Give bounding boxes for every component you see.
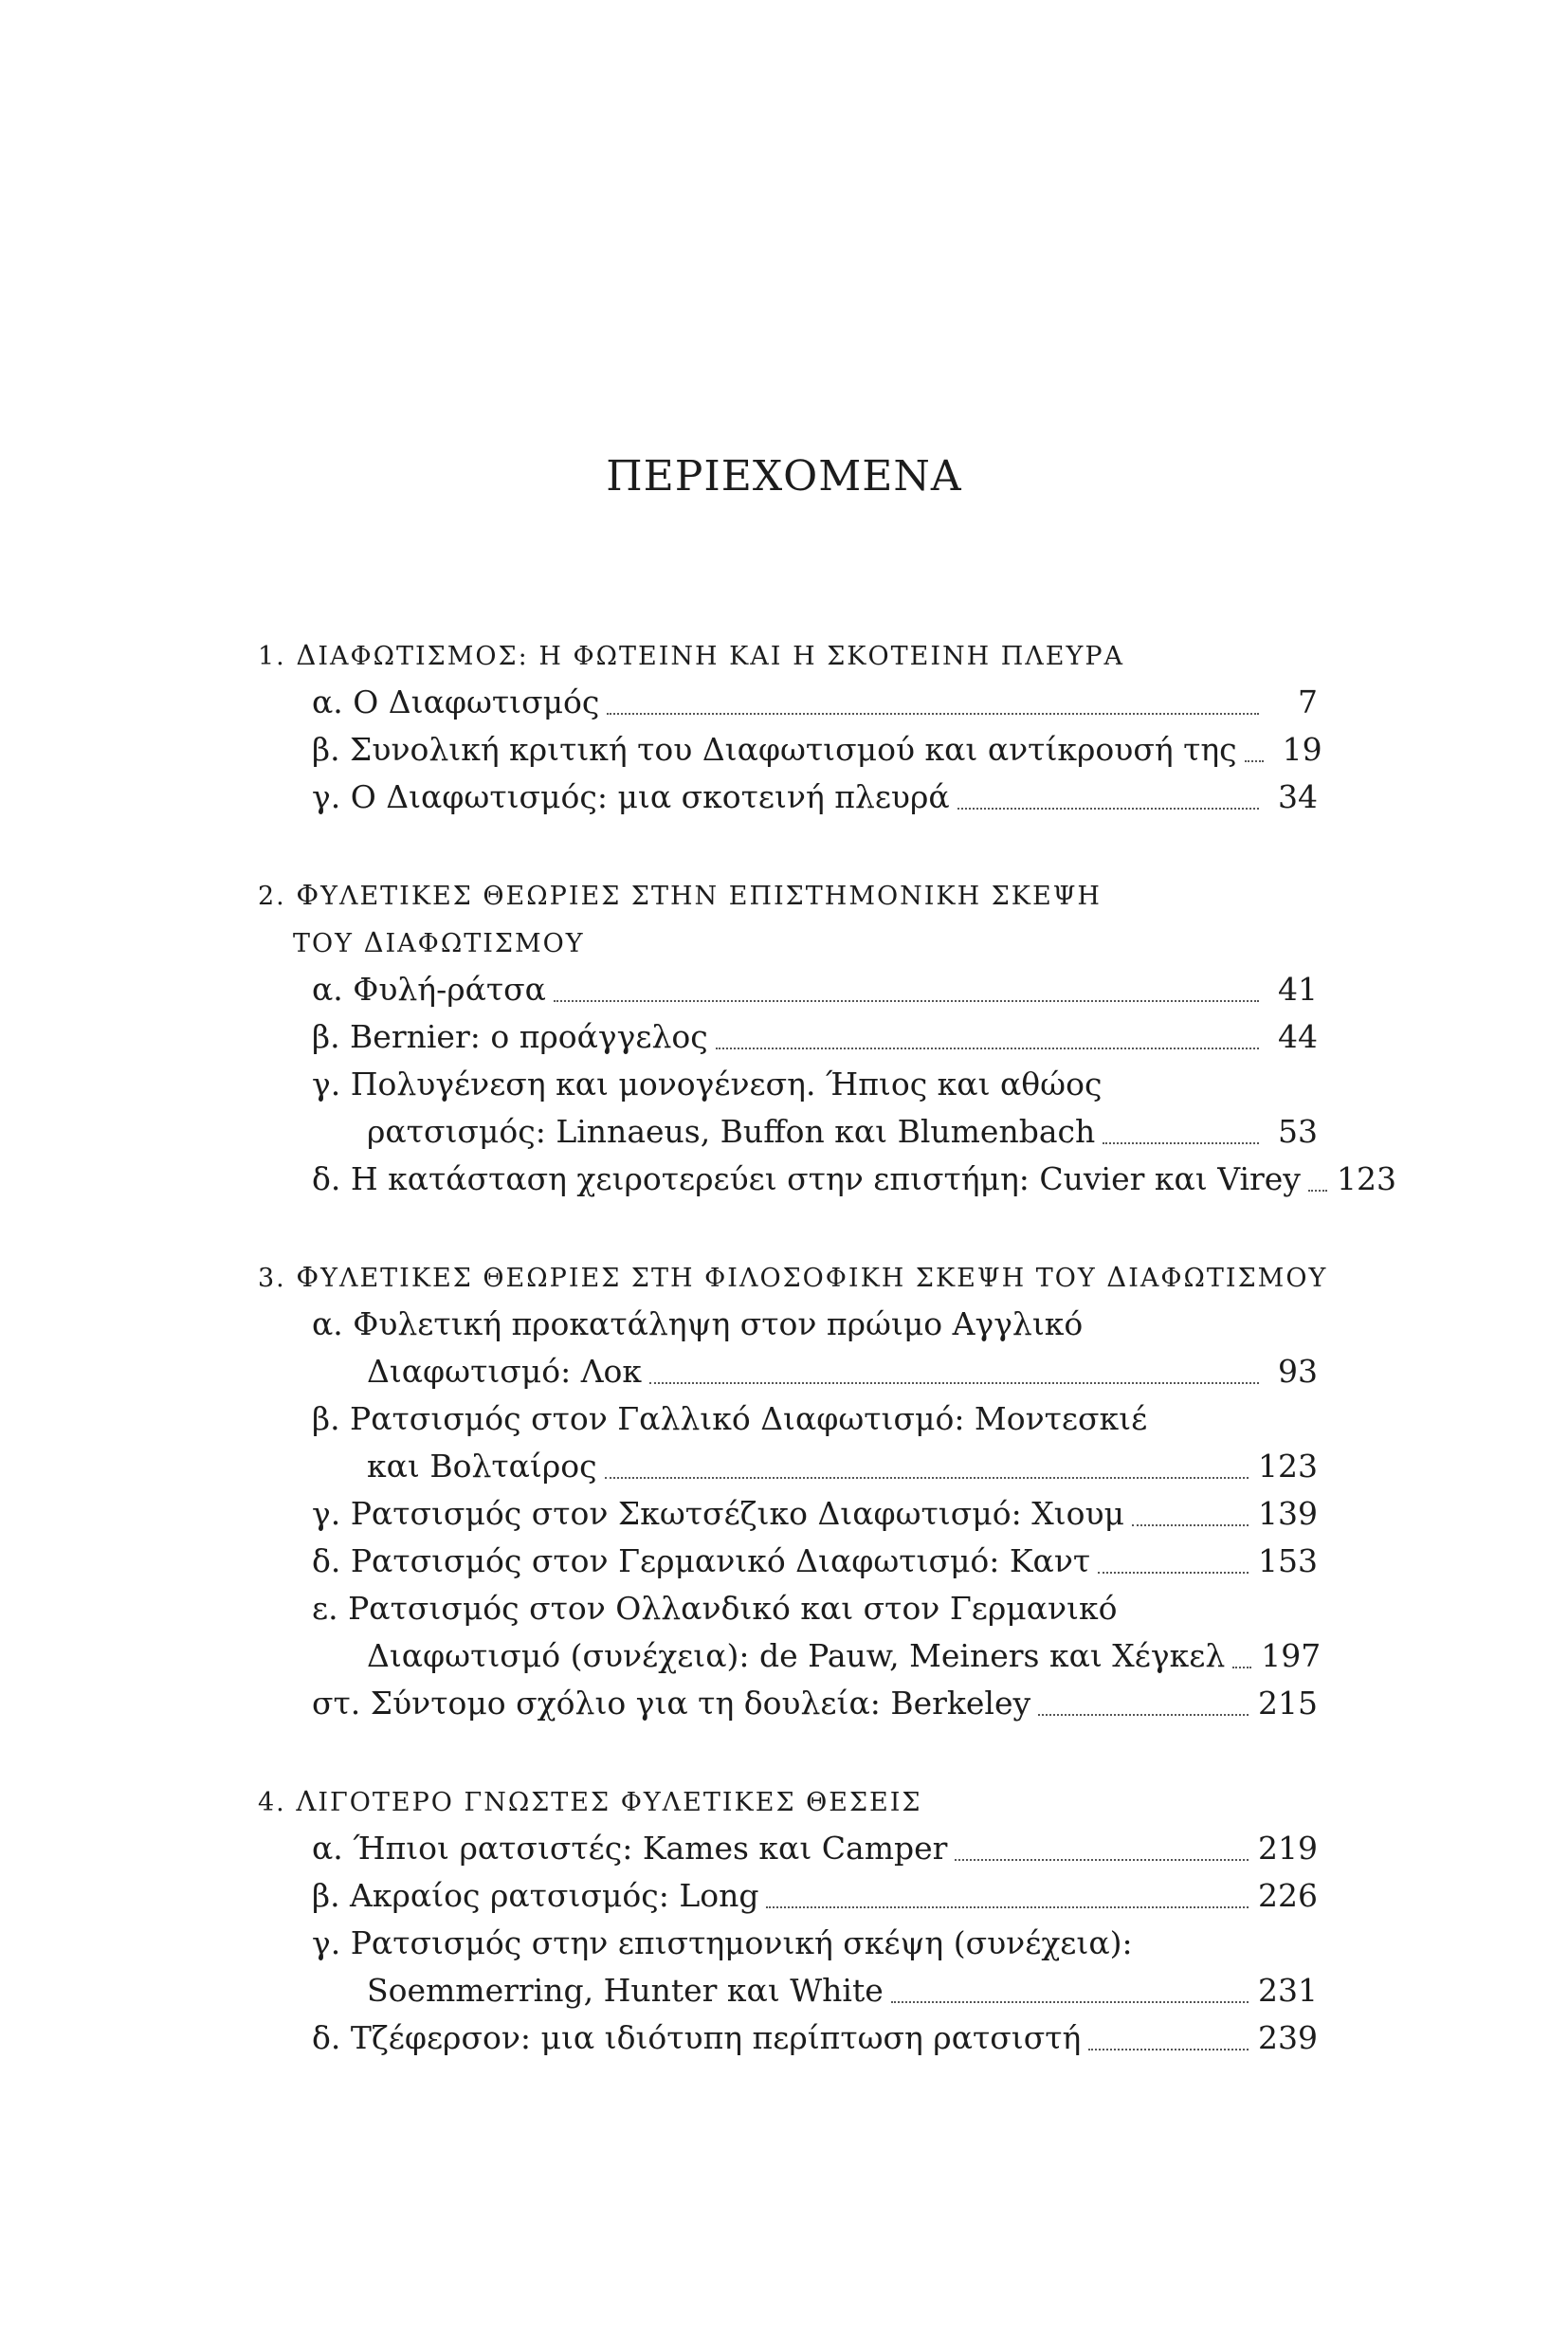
toc-entry[interactable]: [258, 2014, 1318, 2062]
toc-entry-title: δ. Η κατάσταση χειροτερεύει στην επιστήμη: Cuvier και Virey: [312, 1160, 1301, 1197]
chapter-section: [258, 871, 1396, 1203]
toc-entry[interactable]: [258, 1967, 1318, 2014]
toc-entry[interactable]: [258, 1108, 1318, 1156]
chapter-heading: 3. ΦΥΛΕΤΙΚΕΣ ΘΕΩΡΙΕΣ ΣΤΗ ΦΙΛΟΣΟΦΙΚΗ ΣΚΕΨΗ ΤΟΥ ΔΙΑΦΩΤΙΣΜΟΥ: [258, 1261, 1328, 1293]
dot-leader: [607, 713, 1259, 715]
page-number: 44: [1278, 1018, 1318, 1055]
page-number: 93: [1278, 1353, 1318, 1390]
toc-entry[interactable]: [258, 1301, 1318, 1348]
toc-entry-title: γ. Ο Διαφωτισμός: μια σκοτεινή πλευρά: [312, 778, 950, 815]
toc-entry[interactable]: [258, 1443, 1318, 1490]
dot-leader: [957, 808, 1259, 810]
dot-leader: [649, 1382, 1259, 1384]
toc-entry[interactable]: [258, 1825, 1318, 1872]
dot-leader: [891, 2001, 1249, 2003]
page-number: 239: [1258, 2019, 1318, 2056]
page-number: 139: [1258, 1495, 1318, 1532]
toc-entry[interactable]: [258, 1395, 1318, 1443]
toc-entry-title: α. Φυλή-ράτσα: [312, 971, 546, 1008]
chapter-section: [258, 631, 1322, 821]
toc-entry[interactable]: [258, 1920, 1318, 1967]
dot-leader: [1098, 1572, 1249, 1574]
toc-entry-title: α. Φυλετική προκατάληψη στον πρώιμο Αγγλικό: [312, 1305, 1084, 1342]
toc-entry[interactable]: [258, 1632, 1322, 1680]
page-number: 219: [1258, 1830, 1318, 1867]
toc-entry-title: στ. Σύντομο σχόλιο για τη δουλεία: Berkeley: [312, 1685, 1031, 1722]
toc-entry-title: ε. Ρατσισμός στον Ολλανδικό και στον Γερμανικό: [312, 1590, 1118, 1627]
table-of-contents: [258, 631, 1396, 2112]
dot-leader: [554, 1000, 1259, 1002]
toc-entry[interactable]: [258, 1872, 1318, 1920]
chapter-heading: 1. ΔΙΑΦΩΤΙΣΜΟΣ: Η ΦΩΤΕΙΝΗ ΚΑΙ Η ΣΚΟΤΕΙΝΗ ΠΛΕΥΡΑ: [258, 639, 1125, 671]
toc-entry[interactable]: [258, 726, 1322, 774]
page-number: 231: [1258, 1972, 1318, 2009]
dot-leader: [1103, 1142, 1259, 1144]
page-number: 197: [1261, 1637, 1322, 1674]
toc-entry-title: α. Ήπιοι ρατσιστές: Kames και Camper: [312, 1830, 948, 1867]
dot-leader: [1232, 1667, 1251, 1668]
toc-entry[interactable]: [258, 1585, 1318, 1632]
page-number: 53: [1278, 1113, 1318, 1150]
page-number: 123: [1258, 1448, 1318, 1485]
page-number: 41: [1278, 971, 1318, 1008]
toc-entry-title: Soemmerring, Hunter και White: [367, 1972, 884, 2009]
dot-leader: [1308, 1190, 1327, 1192]
page-number: 34: [1278, 778, 1318, 815]
page-number: 215: [1258, 1685, 1318, 1722]
page-number: 226: [1258, 1877, 1318, 1914]
toc-entry[interactable]: [258, 774, 1318, 821]
dot-leader: [766, 1906, 1249, 1908]
page-number: 153: [1258, 1542, 1318, 1579]
page-number: 19: [1282, 731, 1322, 768]
toc-entry-title: δ. Ρατσισμός στον Γερμανικό Διαφωτισμό: Καντ: [312, 1542, 1091, 1579]
chapter-heading: 4. ΛΙΓΟΤΕΡΟ ΓΝΩΣΤΕΣ ΦΥΛΕΤΙΚΕΣ ΘΕΣΕΙΣ: [258, 1785, 922, 1817]
chapter-section: [258, 1777, 1318, 2062]
toc-entry-title: ρατσισμός: Linnaeus, Buffon και Blumenbach: [367, 1113, 1096, 1150]
toc-entry-title: γ. Ρατσισμός στην επιστημονική σκέψη (συνέχεια):: [312, 1924, 1133, 1961]
dot-leader: [1088, 2049, 1249, 2050]
toc-entry[interactable]: [258, 1348, 1318, 1395]
toc-entry[interactable]: [258, 1680, 1318, 1727]
toc-entry-title: γ. Πολυγένεση και μονογένεση. Ήπιος και αθώος: [312, 1066, 1103, 1103]
toc-entry[interactable]: [258, 1538, 1318, 1585]
toc-entry-title: γ. Ρατσισμός στον Σκωτσέζικο Διαφωτισμό: Χιουμ: [312, 1495, 1125, 1532]
toc-entry[interactable]: [258, 1490, 1318, 1538]
dot-leader: [1038, 1714, 1249, 1716]
toc-entry[interactable]: [258, 966, 1318, 1013]
chapter-heading: ΤΟΥ ΔΙΑΦΩΤΙΣΜΟΥ: [293, 926, 585, 958]
dot-leader: [955, 1859, 1249, 1861]
page-number: 7: [1298, 683, 1318, 720]
chapter-heading: 2. ΦΥΛΕΤΙΚΕΣ ΘΕΩΡΙΕΣ ΣΤΗΝ ΕΠΙΣΤΗΜΟΝΙΚΗ ΣΚΕΨΗ: [258, 879, 1102, 911]
toc-entry-title: β. Συνολική κριτική του Διαφωτισμού και αντίκρουσή της: [312, 731, 1237, 768]
toc-entry[interactable]: [258, 679, 1318, 726]
chapter-section: [258, 1253, 1328, 1727]
toc-entry-title: β. Ακραίος ρατσισμός: Long: [312, 1877, 759, 1914]
dot-leader: [605, 1477, 1249, 1479]
dot-leader: [716, 1048, 1259, 1049]
toc-entry-title: β. Ρατσισμός στον Γαλλικό Διαφωτισμό: Μοντεσκιέ: [312, 1400, 1148, 1437]
page-number: 123: [1336, 1160, 1396, 1197]
toc-entry-title: β. Bernier: ο προάγγελος: [312, 1018, 708, 1055]
toc-entry[interactable]: [258, 1061, 1318, 1108]
toc-entry[interactable]: [258, 1013, 1318, 1061]
toc-entry-title: α. Ο Διαφωτισμός: [312, 683, 600, 720]
dot-leader: [1245, 760, 1264, 762]
toc-entry-title: και Βολταίρος: [367, 1448, 597, 1485]
toc-entry-title: Διαφωτισμό: Λοκ: [367, 1353, 643, 1390]
toc-entry[interactable]: [258, 1156, 1396, 1203]
page-title: ΠΕΡΙΕΧΟΜΕΝΑ: [606, 452, 962, 501]
dot-leader: [1132, 1524, 1249, 1526]
toc-entry-title: Διαφωτισμό (συνέχεια): de Pauw, Meiners και Χέγκελ: [367, 1637, 1226, 1674]
toc-entry-title: δ. Τζέφερσον: μια ιδιότυπη περίπτωση ρατσιστή: [312, 2019, 1082, 2056]
